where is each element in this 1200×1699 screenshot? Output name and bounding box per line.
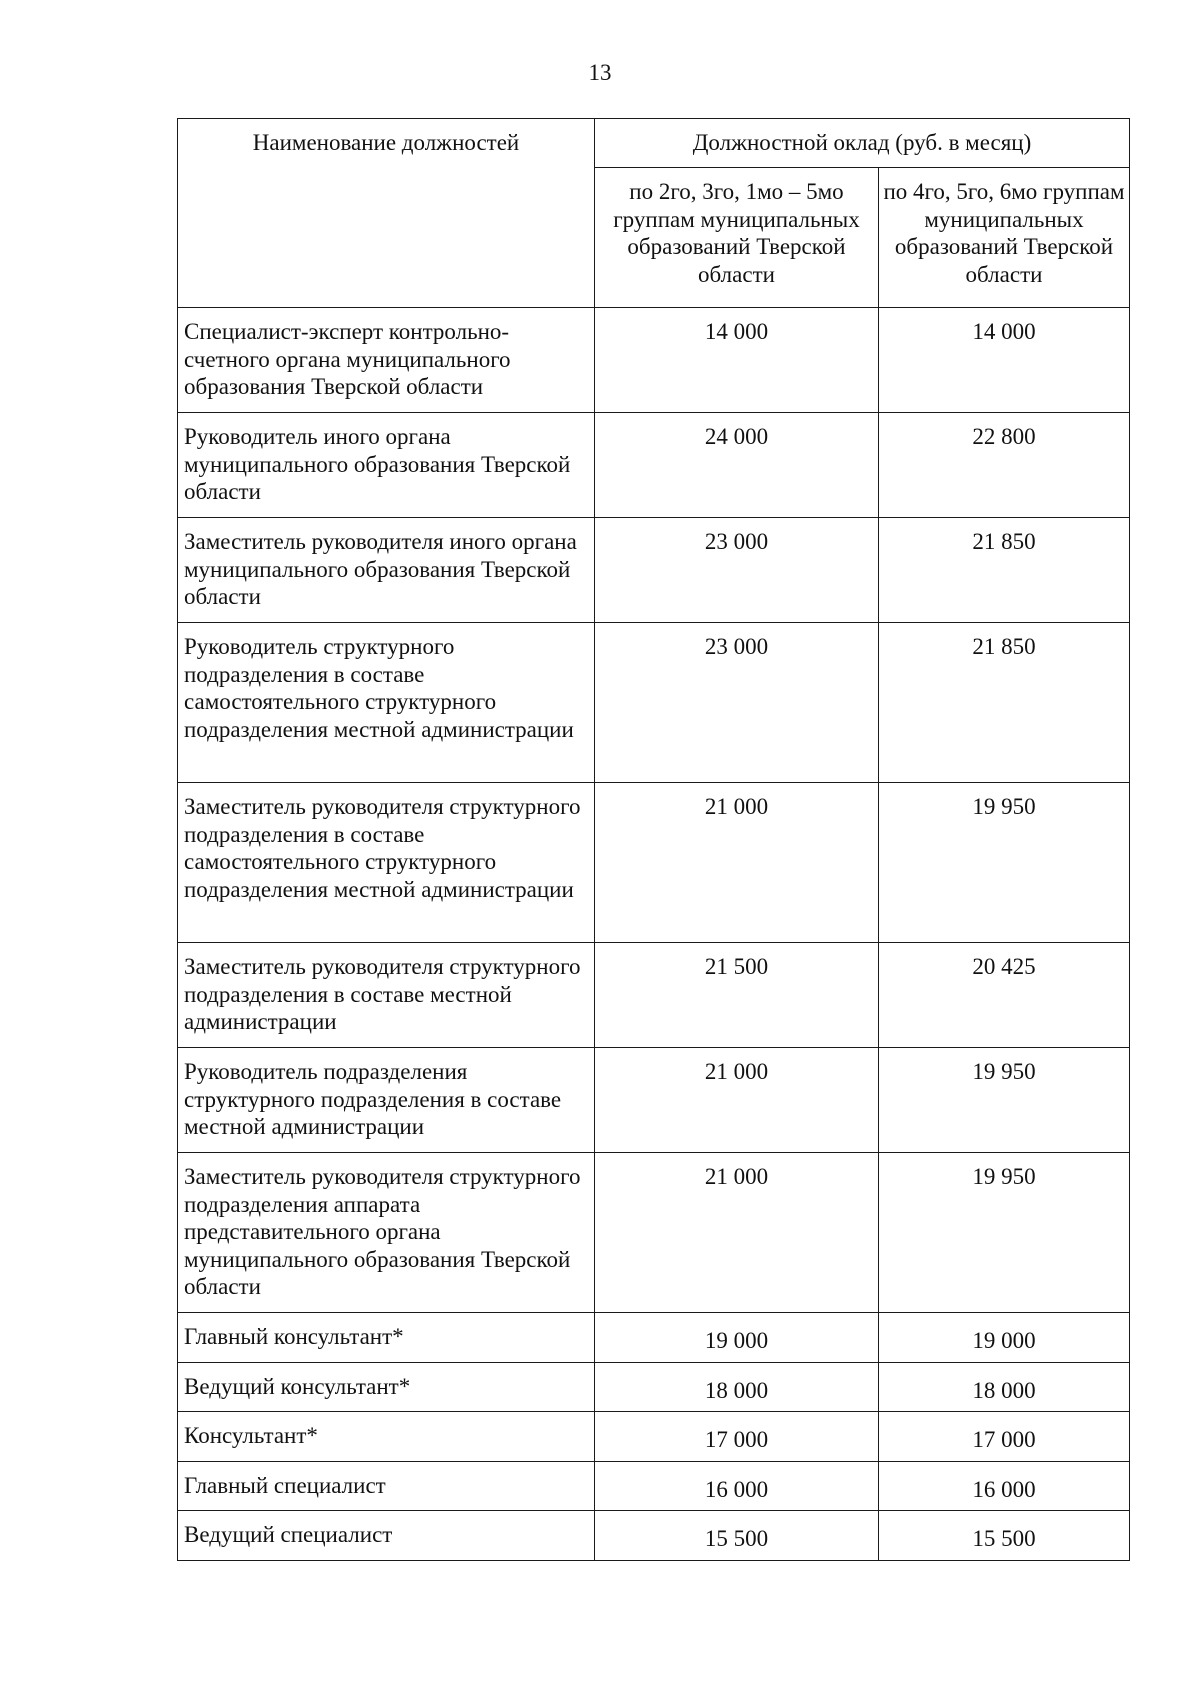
row-salary-a: 16 000 (595, 1461, 879, 1511)
row-salary-b: 16 000 (879, 1461, 1130, 1511)
table-row (178, 518, 1130, 623)
row-salary-b: 17 000 (879, 1412, 1130, 1462)
row-salary-b: 21 850 (879, 623, 1130, 783)
row-salary-a: 15 500 (595, 1511, 879, 1561)
row-position: Руководитель подразделения структурного подразделения в составе местной администрации (178, 1048, 595, 1153)
row-salary-a: 17 000 (595, 1412, 879, 1462)
row-position: Заместитель руководителя структурного подразделения аппарата представительного органа муниципального образования Тверской области (178, 1153, 595, 1313)
table-row (178, 1048, 1130, 1153)
table-row (178, 1412, 1130, 1462)
row-salary-b: 22 800 (879, 413, 1130, 518)
row-salary-b: 19 950 (879, 1153, 1130, 1313)
row-salary-b: 15 500 (879, 1511, 1130, 1561)
row-salary-b: 19 950 (879, 1048, 1130, 1153)
row-salary-b: 20 425 (879, 943, 1130, 1048)
table-row (178, 413, 1130, 518)
row-salary-b: 19 950 (879, 783, 1130, 943)
row-position: Главный консультант* (178, 1313, 595, 1363)
row-salary-a: 21 000 (595, 1153, 879, 1313)
table-row (178, 1362, 1130, 1412)
table-header-row (178, 119, 1130, 168)
row-position: Заместитель руководителя структурного подразделения в составе самостоятельного структурного подразделения местной администрации (178, 783, 595, 943)
row-position: Заместитель руководителя иного органа муниципального образования Тверской области (178, 518, 595, 623)
row-position: Руководитель иного органа муниципального образования Тверской области (178, 413, 595, 518)
table-row (178, 1461, 1130, 1511)
row-salary-a: 21 000 (595, 1048, 879, 1153)
page-number: 13 (588, 60, 612, 85)
table-row (178, 1313, 1130, 1363)
row-salary-a: 14 000 (595, 308, 879, 413)
header-position: Наименование должностей (178, 119, 595, 308)
row-salary-b: 19 000 (879, 1313, 1130, 1363)
table-row (178, 1511, 1130, 1561)
row-salary-b: 14 000 (879, 308, 1130, 413)
row-position: Главный специалист (178, 1461, 595, 1511)
table-row (178, 783, 1130, 943)
row-position: Заместитель руководителя структурного подразделения в составе местной администрации (178, 943, 595, 1048)
row-salary-a: 21 000 (595, 783, 879, 943)
table-row (178, 943, 1130, 1048)
header-salary: Должностной оклад (руб. в месяц) (595, 119, 1130, 168)
row-position: Руководитель структурного подразделения в составе самостоятельного структурного подразделения местной администрации (178, 623, 595, 783)
row-salary-b: 21 850 (879, 518, 1130, 623)
row-salary-a: 23 000 (595, 623, 879, 783)
row-position: Ведущий консультант* (178, 1362, 595, 1412)
header-col-b: по 4го, 5го, 6мо группам муниципальных образований Тверской области (879, 168, 1130, 308)
row-salary-a: 24 000 (595, 413, 879, 518)
row-position: Специалист-эксперт контрольно-счетного органа муниципального образования Тверской области (178, 308, 595, 413)
row-salary-b: 18 000 (879, 1362, 1130, 1412)
row-salary-a: 19 000 (595, 1313, 879, 1363)
salary-table (177, 118, 1130, 1561)
header-col-a: по 2го, 3го, 1мо – 5мо группам муниципальных образований Тверской области (595, 168, 879, 308)
table-row (178, 1153, 1130, 1313)
row-salary-a: 23 000 (595, 518, 879, 623)
row-position: Консультант* (178, 1412, 595, 1462)
row-salary-a: 21 500 (595, 943, 879, 1048)
row-salary-a: 18 000 (595, 1362, 879, 1412)
table-row (178, 623, 1130, 783)
table-row (178, 308, 1130, 413)
row-position: Ведущий специалист (178, 1511, 595, 1561)
